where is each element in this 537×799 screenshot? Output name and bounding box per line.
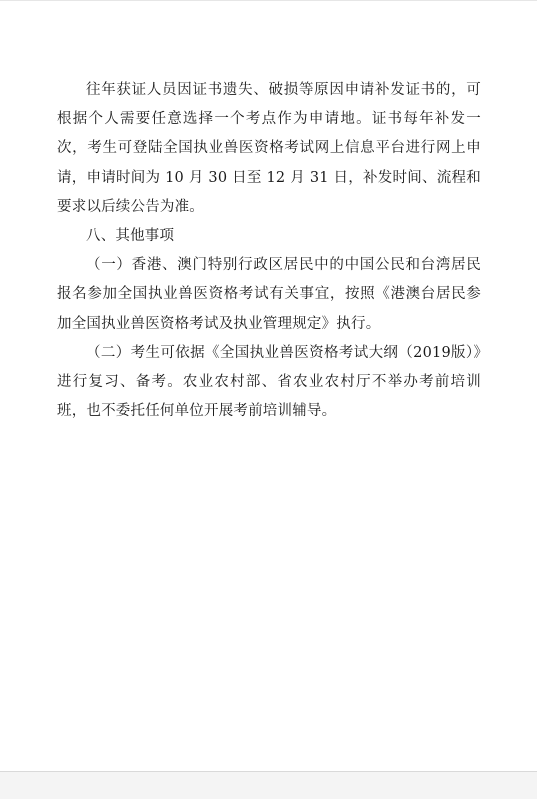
paragraph-exam-syllabus: （二）考生可依据《全国执业兽医资格考试大纲（2019版）》进行复习、备考。农业农村部、省农业农村厅不举办考前培训班，也不委托任何单位开展考前培训辅导。: [57, 344, 481, 420]
section-heading-other-matters: 八、其他事项: [86, 228, 175, 245]
page-top-border: [0, 0, 537, 1]
viewer-bottom-bar: [0, 772, 537, 799]
paragraph-certificate-reissue: 往年获证人员因证书遗失、破损等原因申请补发证书的，可根据个人需要任意选择一个考点作为申请地。证书每年补发一次，考生可登陆全国执业兽医资格考试网上信息平台进行网上申请，申请时间为 10 月 30 日至 12 月 31 日，补发时间、流程和要求以后续公告为准。: [57, 82, 481, 215]
document-body: [57, 76, 481, 426]
paragraph-hk-macao-taiwan: （一）香港、澳门特别行政区居民中的中国公民和台湾居民报名参加全国执业兽医资格考试有关事宜，按照《港澳台居民参加全国执业兽医资格考试及执业管理规定》执行。: [57, 257, 481, 332]
